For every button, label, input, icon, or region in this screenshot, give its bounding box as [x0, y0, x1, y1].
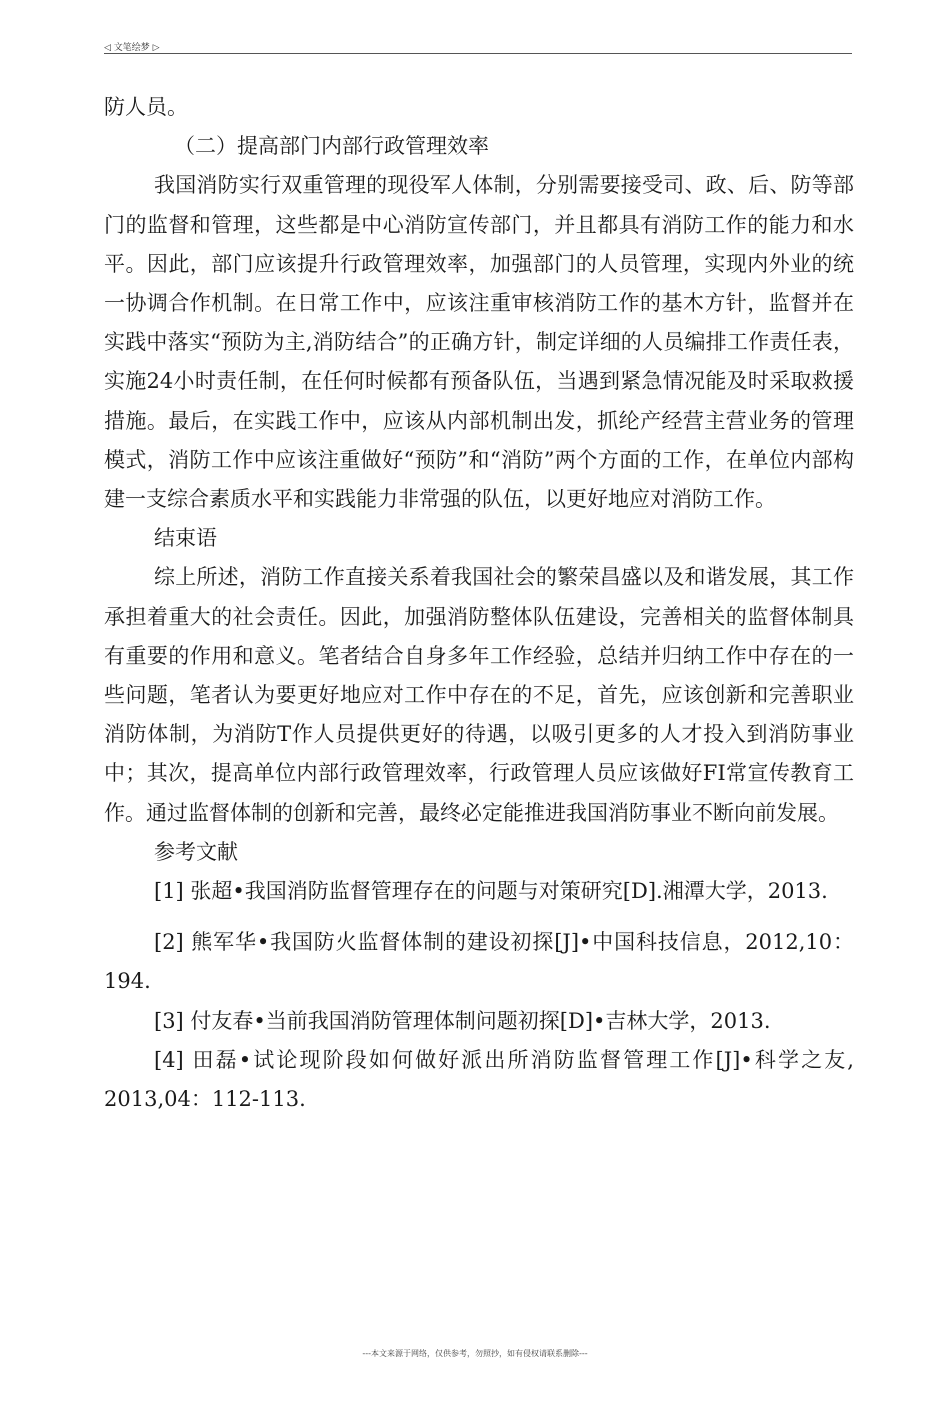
reference-item: [2] 熊军华•我国防火监督体制的建设初探[J]•中国科技信息，2012,10：194. — [104, 930, 854, 994]
page-header: ◁ 文笔绘梦 ▷ — [104, 43, 160, 53]
reference-item: [3] 付友春•当前我国消防管理体制问题初探[D]•吉林大学，2013. — [154, 1008, 771, 1033]
reference-item: [1] 张超•我国消防监督管理存在的问题与对策研究[D].湘潭大学，2013. — [154, 879, 828, 904]
header-divider — [104, 53, 852, 54]
paragraph-section-2: 我国消防实行双重管理的现役军人体制，分别需要接受司、政、后、防等部门的监督和管理，这些都是中心消防宣传部门，并且都具有消防工作的能力和水平。因此，部门应该提升行政管理效率，加强部门的人员管理，实现内外业的统一协调合作机制。在日常工作中，应该注重审核消防工作的基木方针，监督并在实践中落实“预防为主,消防结合”的正确方针，制定详细的人员编排工作责任表，实施24小时责任制，在任何时候都有预备队伍，当遇到紧急情况能及时采取救援措施。最后，在实践工作中，应该从内部机制出发，抓纶产经营主营业务的管理模式，消防工作中应该注重做好“预防”和“消防”两个方面的工作，在单位内部构建一支综合素质水平和实践能力非常强的队伍，以更好地应对消防工作。 — [104, 173, 854, 512]
paragraph-conclusion: 综上所述，消防工作直接关系着我国社会的繁荣昌盛以及和谐发展，其工作承担着重大的社会责任。因此，加强消防整体队伍建设，完善相关的监督体制具有重要的作用和意义。笔者结合自身多年工作经验，总结并归纳工作中存在的一些问题，笔者认为要更好地应对工作中存在的不足，首先，应该创新和完善职业消防体制，为消防T作人员提供更好的待遇，以吸引更多的人才投入到消防事业中；其次，提高单位内部行政管理效率，行政管理人员应该做好FI常宣传教育工作。通过监督体制的创新和完善，最终必定能推进我国消防事业不断向前发展。 — [104, 565, 854, 825]
document-body — [104, 88, 854, 1119]
conclusion-heading: 结束语 — [154, 526, 217, 551]
references-heading: 参考文献 — [154, 839, 238, 864]
section-heading: （二）提高部门内部行政管理效率 — [174, 134, 489, 159]
reference-item: [4] 田磊•试论现阶段如何做好派出所消防监督管理工作[J]•科学之友, 2013,04：112-113. — [104, 1047, 854, 1112]
page-footer: ---本文来源于网络，仅供参考，勿照抄，如有侵权请联系删除--- — [362, 1349, 588, 1358]
paragraph-intro-end: 防人员。 — [104, 95, 188, 119]
